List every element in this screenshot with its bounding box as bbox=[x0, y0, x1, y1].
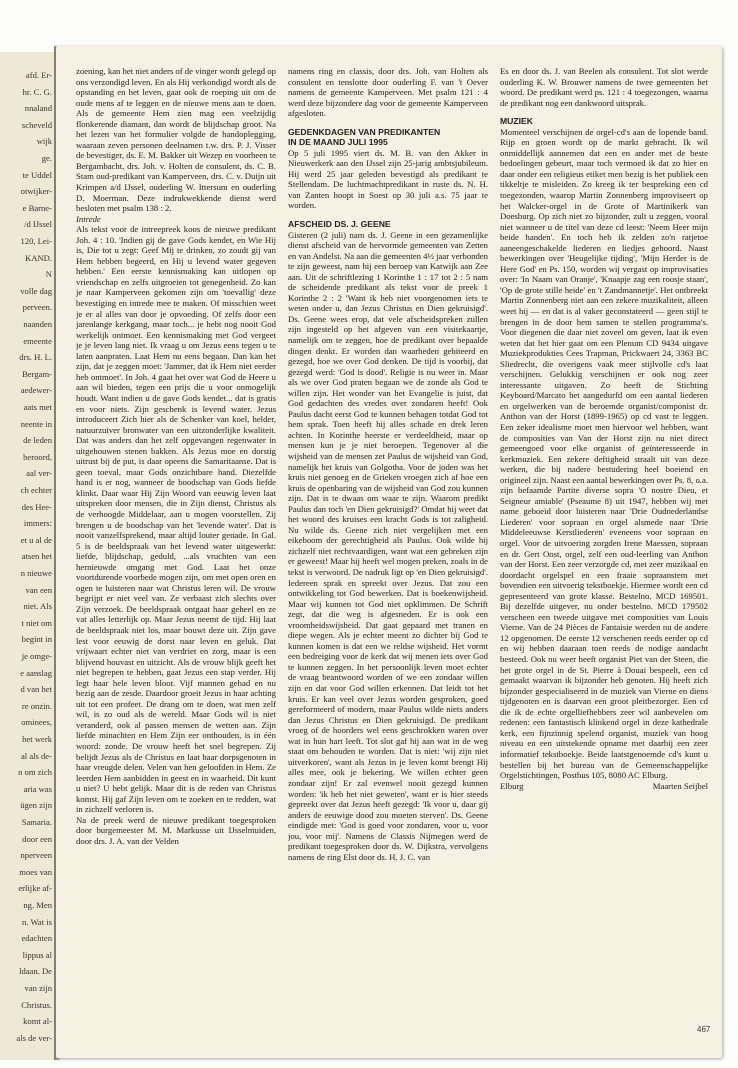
previous-page-fragment: begint in bbox=[21, 634, 52, 645]
previous-page-fragment: 120, Lei- bbox=[20, 236, 52, 246]
previous-page-fragment: het werk bbox=[22, 734, 52, 744]
column-3 bbox=[500, 66, 711, 1051]
previous-page-fragment: Samaria. bbox=[21, 817, 52, 827]
col1-subheading: Intrede bbox=[76, 213, 101, 224]
previous-page-fragment: emeente bbox=[23, 335, 52, 346]
previous-page-fragment: ng. Men bbox=[23, 900, 52, 910]
previous-page-fragment: ldaan. De bbox=[19, 966, 52, 977]
previous-page-edge bbox=[0, 52, 56, 1060]
previous-page-fragment: perveen. bbox=[22, 302, 52, 313]
previous-page-fragment: n nieuwe bbox=[20, 568, 52, 578]
previous-page-fragment: door een bbox=[22, 833, 52, 844]
previous-page-fragment: Bergam- bbox=[22, 368, 52, 379]
previous-page-fragment: wijk bbox=[36, 136, 52, 147]
previous-page-fragment: je omge- bbox=[21, 651, 52, 661]
previous-page-fragment: hr. C. G. bbox=[22, 86, 52, 97]
col2-heading-afscheid: AFSCHEID DS. J. GEENE bbox=[288, 219, 391, 230]
previous-page-fragment: drs. H. L. bbox=[19, 352, 52, 363]
previous-page-fragment: volle dag bbox=[20, 285, 52, 296]
previous-page-fragment: de leden bbox=[23, 435, 52, 446]
page-number: 467 bbox=[697, 1025, 711, 1034]
col2-heading-line1: GEDENKDAGEN VAN PREDIKANTEN bbox=[288, 126, 441, 137]
previous-page-fragment: e aanslag bbox=[20, 667, 52, 678]
previous-page-fragment: edachten bbox=[21, 933, 52, 944]
col1-body1: Als tekst voor de intreepreek koos de nieuwe predikant Joh. 4 : 10. 'Indien gij de gave Gods kendet, en Wie Hij is, Die tot u zegt: Geef Mij te drinken, zo zoudt gij van Hem hebben begeerd, en Hij u levend water gegeven hebben.' Een eerste kennismaking kan uitlopen op vriendschap en zelfs uitgroeien tot genegenheid. Zo kan je naar Kamperveen gekomen zijn om 'toevallig' deze bevestiging en intrede mee te maken. Of misschien weet je er al alles van door je opvoeding. Of zelfs door een jarenlange kerkgang, maar toch... je hebt nog nooit God werkelijk ontmoet. Een kennismaking met God vergeet je je leven lang niet. Ik vraag u om Jezus eens tegen u te laten aanpraten. Laat Hem nu eens begaan. Dan kan het zijn, dat je zeggen moet: 'Jammer, dat ik Hem niet eerder heb ontmoet'. In Joh. 4 gaat het over wat God de Heere u aan wil bieden, tegen een prijs die u voor onmogelijk houdt. Want indien u de gave Gods kendet... dat is gratis en voor niets. Zijn geschenk is levend water. Jezus introduceert Zich hier als de Schenker van koel, helder, natuurzuiver bronwater van een uitzonderlijke kwaliteit. Dat was anders dan het zelf opgevangen regenwater in uitgehouwen stenen bakken. Als Jezus moe en dorstig uitrust bij de put, is daar opeens die Samaritaanse. Dat is geen toeval, maar Gods onzichtbare hand. Diezelfde hand is er nog, wanneer de boodschap van Gods liefde klinkt. Daar waar Hij Zijn Woord van eeuwig leven laat uitspreken door mensen, die in Zijn dienst, Christus als de verhoogde Middelaar, aan u mogen voorstellen. Zij brengen u de boodschap van het 'levende water'. Dat is nooit vanzelfsprekend, maar altijd louter genade. In Gal. 5 is de beeldspraak van het levend water uitgewerkt: liefde, blijdschap, geduld, ...als vruchten van een hernieuwde omgang met God. Laat het onze voortdurende voorbede mogen zijn, om met open oren en ogen te luisteren naar wat Christus leren wil. De vrouw begrijpt er niet veel van. Ze verbaast zich slechts over Zijn verzoek. De beeldspraak ontgaat haar geheel en ze vat alles letterlijk op. Maar Jezus neemt de tijd. Hij laat de beeldspraak niet los, maar bouwt deze uit. Zijn gave lest voor eeuwig de dorst naar leven en geluk. Dat vrijwaart echter niet van verdriet en zorg, maar is een blijvend houvast en uitzicht. Als de vrouw blijk geeft het niet begrepen te hebben, gaat Jezus een stap verder. Hij legt haar hele leven bloot. Vijf mannen gehad en nu bezig aan de zesde. Daardoor groeit Jezus in haar achting uit tot een profeet. De drang om te doen, wat men zelf wil, is zo oud als de wereld. Maar Gods wil is niet veranderd, ook al passen mensen de wetten aan. Zijn liefde minachten en Hem Zijn eer onthouden, is in één woord: zonde. De vrouw heeft het snel begrepen. Zij belijdt Jezus als de Christus en laat haar dorpsgenoten in haar vreugde delen. Velen van hen geloofden in Hem. Ze leerden Hem aanbidden in geest en in waarheid. Dit kunt u niet? U hebt gelijk. Maar dit is de reden van Christus komst. Hij gaf Zijn leven om te zoeken en te redden, wat in zichzelf verloren is. bbox=[76, 224, 276, 815]
previous-page-fragment: et u al de bbox=[20, 534, 52, 545]
previous-page-fragment: /d IJssel bbox=[24, 219, 52, 230]
previous-page-fragment: van een bbox=[25, 584, 52, 595]
previous-page-fragment: atsen het bbox=[21, 551, 52, 562]
previous-page-fragment: des Hee- bbox=[21, 501, 52, 512]
previous-page-fragment: aedewer- bbox=[20, 385, 52, 396]
previous-page-fragment: Christus. bbox=[21, 999, 52, 1010]
previous-page-fragment: te Uddel bbox=[22, 169, 52, 180]
previous-page-fragment: naanden bbox=[23, 319, 52, 329]
previous-page-fragment: ügen zijn bbox=[20, 800, 52, 811]
col3-heading-muziek: MUZIEK bbox=[500, 116, 533, 127]
previous-page-fragment: t niet om bbox=[21, 617, 52, 628]
previous-page-fragment: d van het bbox=[20, 684, 52, 695]
col2-body2: Gisteren (2 juli) nam ds. J. Geene in een gezamenlijke dienst afscheid van de hervormde gemeenten van Zetten en van Andelst. Na aan die gemeenten 4½ jaar verbonden te zijn geweest, nam hij een beroep van Katwijk aan Zee aan. Uit de schriftlezing 1 Korinthe 1 : 17 tot 2 : 5 nam de scheidende predikant als tekst voor de preek 1 Korinthe 2 : 2 'Want ik heb niet voorgenomen iets te weten onder u, dan Jezus Christus en Dien gekruisigd'. Ds. Geene wees erop, dat vele afscheidspreken zullen zijn ingesteld op het afgeven van een visitekaartje, namelijk om te zeggen, hoe de predikant over bepaalde dingen denkt. Er worden dan waarheden gebiteerd en gezegd, hoe we over God denken. De tijd is voorbij, dat gezegd werd: 'God is dood'. Religie is nu weer in. Maar als we over God praten begaan we de zonde als God te willen zijn. Het wonder van het Evangelie is juist, dat God gedachten des vredes over zondaren heeft! Ook Paulus dacht eerst God te kunnen behagen totdat God tot hem sprak. Toen heeft hij alles schade en drek leren achten. In Korinthe heerste er verdeeldheid, maar op mensen kun je je niet beroepen. Tegenover al die wijsheid van de mensen zet Paulus de wijsheid van God, namelijk het kruis van Golgotha. Voor de joden was het kruis niet genoeg en de Grieken vroegen zich af hoe een kruis de openbaring van de wijsheid van God zou kunnen zijn. Dat is te dwaas om waar te zijn. Waarom predikt Paulus dan toch 'en Dien gekruisigd?' Omdat hij weet dat het woord des kruises een kracht Gods is tot zaligheid. Nu wilde ds. Geene zich niet vergelijken met een eikeboom der gerechtigheid als Paulus. Ook wilde hij zichzelf niet rechtvaardigen, want wat een gebreken zijn er geweest! Maar hij heeft wel mogen preken, zoals in de tekst is verwoord. De nadruk ligt op 'en Dien gekruisigd'. Iedereen sprak en spreekt over Jezus. Dat zou een ontwikkeling tot God bewerken. Dat is boekenwijsheid. Maar wij kunnen tot God niet opklimmen. De Schrift zegt, dat die weg is afgesneden. Er is ook een vroomheidswijsheid. Dat gaat gepaard met tranen en diepe wegen. Als je echter meent zo dichter bij God te kunnen komen is dat een we reldse wijsheid. Het vormt een bedreiging voor de kerk dat wij menen iets over God te kunnen zeggen. In het persoonlijk leven moet echter de vraag beantwoord worden of we een zondaar willen zijn en dat voor God willen erkennen. Dat leidt tot het kruis. Er kan veel over Jezus worden gesproken, goed gereformeerd of modern, maar Paulus wilde niets anders dan Jezus Christus en Dien gekruisigd. De predikant vroeg of de hoorders wel eens geschrokken waren over wat in hun hart leeft. Tot slot gaf hij aan wat in de weg staat om behouden te worden. Dat is niet: 'wij zijn niet uitverkoren', want als Jezus in je leven komt brengt Hij alles mee, ook je bekering. We willen echter geen zondaar zijn! Er zal evenwel nooit gezegd kunnen worden: 'ik heb het niet geweten', want er is hier steeds gepreekt over dat Jezus heeft gezegd: 'Ik voor u, daar gij anders de eeuwige dood zou moeten sterven'. Ds. Geene eindigde met: 'God is goed voor zondaren, voor u, voor jou, voor mij'. Namens de Classis Nijmegen werd de predikant toegesproken door ds. W. Dijkstra, vervolgens namens de ring Elst door ds. H. J. C. van bbox=[288, 229, 488, 862]
previous-page-fragment: niet. Als bbox=[23, 601, 52, 612]
signature-author: Maarten Seijbel bbox=[652, 780, 708, 791]
previous-page-fragment: beroord, bbox=[23, 451, 52, 462]
previous-page-fragment: n om zich bbox=[18, 767, 52, 778]
col1-body2: Na de preek werd de nieuwe predikant toegesproken door burgemeester M. M. Markusse uit IJsselmuiden, door drs. J. A. van der Velden bbox=[76, 814, 276, 846]
previous-page-fragment: moes van bbox=[19, 866, 52, 877]
col2-intro: namens ring en classis, door drs. Joh. van Holten als consulent en tenslotte door ouderling F. van 't Oever namens de gemeente Kamperveen. Met psalm 121 : 4 werd deze bijzondere dag voor de gemeente Kamperveen afgesloten. bbox=[288, 66, 488, 119]
col2-heading-line2: IN DE MAAND JULI 1995 bbox=[288, 137, 388, 148]
previous-page-fragment: nnaland bbox=[24, 103, 52, 114]
previous-page-fragment: lippus al bbox=[22, 949, 52, 960]
previous-page-fragment: komt al- bbox=[23, 1016, 52, 1027]
signature-place: Elburg bbox=[500, 780, 524, 791]
previous-page-fragment: ch echter bbox=[20, 485, 52, 495]
previous-page-fragment: van zijn bbox=[24, 983, 52, 993]
col1-intro: zoening, kan het niet anders of de vinger wordt gelegd op ons verzondigd leven. En als Hij verkondigd wordt als de opstanding en het leven, gaat ook de roeping uit om de oude mens af te leggen en de nieuwe mens aan te doen. Als de gemeente Hem zien mag een veelzijdig flonkerende diamant, dan wordt de blijdschap groot. Na het lezen van het formulier volgde de handoplegging, waaraan zeven personen deelnamen t.w. drs. P. J. Visser de bevestiger, ds. E. M. Bakker uit Wezep en voorheen te Bergambacht, drs. Joh. v. Holten de consulent, ds. C. B. Stam oud-predikant van Kamperveen, drs. C. v. Duijn uit Krimpen a/d IJssel, ouderling W. Ittersum en ouderling D. Moerman. Deze indrukwekkende dienst werd besloten met psalm 138 : 2. bbox=[76, 66, 276, 214]
previous-page-fragment: aria was bbox=[23, 783, 52, 794]
previous-page-fragment: aats met bbox=[23, 402, 52, 412]
previous-page-fragment: nperveen bbox=[20, 850, 52, 861]
previous-page-fragment: ominees, bbox=[21, 717, 52, 728]
previous-page-fragment: al als de- bbox=[20, 750, 52, 761]
previous-page-fragment: afd. Er- bbox=[25, 70, 52, 80]
col2-body1: Op 5 juli 1995 viert ds. M. B. van den Akker in Nieuwerkerk aan den IJssel zijn 25-jarig ambtsjubileum. Hij werd 25 jaar geleden bevestigd als predikant te Stellendam. De luchtmachtpredikant in ruste ds. N. H. van Zanten hoopt in Soest op 30 juli a.s. 75 jaar te worden. bbox=[288, 147, 488, 211]
previous-page-fragment: ge. bbox=[41, 153, 52, 163]
column-2 bbox=[288, 66, 488, 1051]
signature-row bbox=[500, 781, 708, 792]
previous-page-fragment: n. Wat is bbox=[22, 916, 52, 927]
previous-page-fragment: als de ver- bbox=[16, 1032, 52, 1043]
previous-page-fragment: otwijker- bbox=[20, 186, 52, 197]
previous-page-fragment: e Barne- bbox=[22, 202, 52, 213]
column-1 bbox=[76, 66, 276, 1051]
previous-page-fragment: N bbox=[45, 269, 52, 280]
col3-body1: Momenteel verschijnen de orgel-cd's aan de lopende band. Rijp en groen wordt op de markt gebracht. Ik wil onmiddellijk aannemen dat een en ander met de beste bedoelingen gebeurt, maar toch vermoed ik dat zo hier en daar onder een religieus etiket men bezig is het publiek een tikkeltje te misleiden. Zo kreeg ik ter bespreking een cd toegezonden, waarop Martin Zonnenberg improviseert op het Walcker-orgel in de Grote of Martinikerk van Doesburg. Op zich niet zo bijzonder, zult u zeggen, vooral niet wanneer u de titel van deze cd leest: 'Neem Heer mijn beide handen'. En toch heb ik zelden zo'n ratjetoe aaneengeschakelde liederen en liedjes gehoord. Naast bewerkingen over 'Heugelijke tijding', 'Mijn Herder is de Here God' en Ps. 150, worden wij vergast op improvisaties over: 'In Naam van Oranje', 'Knaapje zag een roosje staan', 'Op de grote stille heide' en 't Zandmannetje'. Het ontbreekt Martin Zonnenberg niet aan een zekere muzikaliteit, alleen weet hij — en dat is al vaker geconstateerd — geen stijl te brengen in de door hem samen te stellen programma's. Voor diegenen die daar niet zoveel om geven, laat ik even weten dat het hier gaat om een Plenum CD 9434 uitgave Muziekprodukties Cees Trapman, Prickwaert 24, 3363 BC Sliedrecht, die overigens vaak meer stijlvolle cd's laat verschijnen. Gelukkig verschijnen er ook nog zeer interessante uitgaven. Zo heeft de Stichting Keyboard/Marcato het aangedurfd om een aantal liederen en orgelwerken van de beroemde organist/componist dr. Anthon van der Horst (1899-1965) op cd vast te leggen. Een zeker idealisme moet men hiervoor wel hebben, want de composities van Van der Horst zijn nu niet direct gemeengoed voor elke organist of geïnteresseerde in kerkmuziek. Een zekere deftigheid straalt uit van deze werken, die bij nadere bestudering heel boeiend en origineel zijn. Naast een aantal bewerkingen over Ps. 8, o.a. zijn befaamde Partite diverse sopra 'O nostre Dieu, et Seigneur amiable' (Pseaume 8) uit 1947, hebben wij met name geboeid door luisteren naar 'Drie Oudnederlandse Liederen' voor sopraan en orgel alsmede naar 'Drie Middeleeuwse Kerstliederen' eveneens voor sopraan en orgel. Voor de uitvoering zorgden Irene Maessen, sopraan en dr. Gert Oost, orgel, zelf een oud-leerling van Anthon van der Horst. Een zeer verzorgde cd, met zeer muzikaal en doordacht orgelspel en een fraaie sopraanstem met bovendien een uitvoerig tekstboekje. Hiermee wordt een cd gepresenteerd van grote klasse. Bestelno. MCD 169501. Bij dezelfde uitgever, nu onder bestelno. MCD 179502 verscheen een tweede uitgave met composities van Louis Vierne. Van de 24 Pièces de Fantaisie werden nu de andere 12 opgenomen. De eerste 12 verschenen reeds eerder op cd en wij hebben daaraan toen reeds de nodige aandacht besteed. Ook nu weer heeft organist Piet van der Steen, die het grote orgel in de St. Pierre à Douai bespeelt, een cd gemaakt waarvan ik bijzonder heb genoten. Hij heeft zich bijzonder gespecialiseerd in de muziek van Vierne en diens tijdgenoten en is daarvan een groot pleitbezorger. Een cd die ik de echte orgelliefhebbers zeer wil aanbevelen om redenen: een fantastisch klinkend orgel in deze kathedrale kerk, een fijnzinnig spelend organist, muziek van hoog niveau en een uitstekende opname met daarbij een zeer informatief tekstboekje. Beide laatstgenoemde cd's kunt u bestellen bij het bureau van de Gemeenschappelijke Orgelstichtingen, Postbus 105, 8080 AC Elburg. bbox=[500, 126, 708, 781]
col3-intro: Es en door ds. J. van Beelen als consulent. Tot slot werde ouderling K. W. Brouwer namens de twee gemeenten het woord. De predikant werd ps. 121 : 4 toegezongen, waarna de predikant nog een dankwoord uitsprak. bbox=[500, 66, 708, 108]
col2-heading-gedenkdagen bbox=[288, 127, 488, 148]
previous-page-fragment: neente in bbox=[20, 418, 52, 429]
previous-page-fragment: scheveld bbox=[21, 119, 52, 130]
previous-page-fragment: aal ver- bbox=[26, 468, 52, 479]
previous-page-fragment: erlijke af- bbox=[18, 883, 52, 894]
previous-page-fragment: immers: bbox=[23, 518, 52, 529]
previous-page-fragment: re onzin. bbox=[21, 700, 52, 711]
previous-page-fragment: KAND. bbox=[25, 252, 52, 263]
